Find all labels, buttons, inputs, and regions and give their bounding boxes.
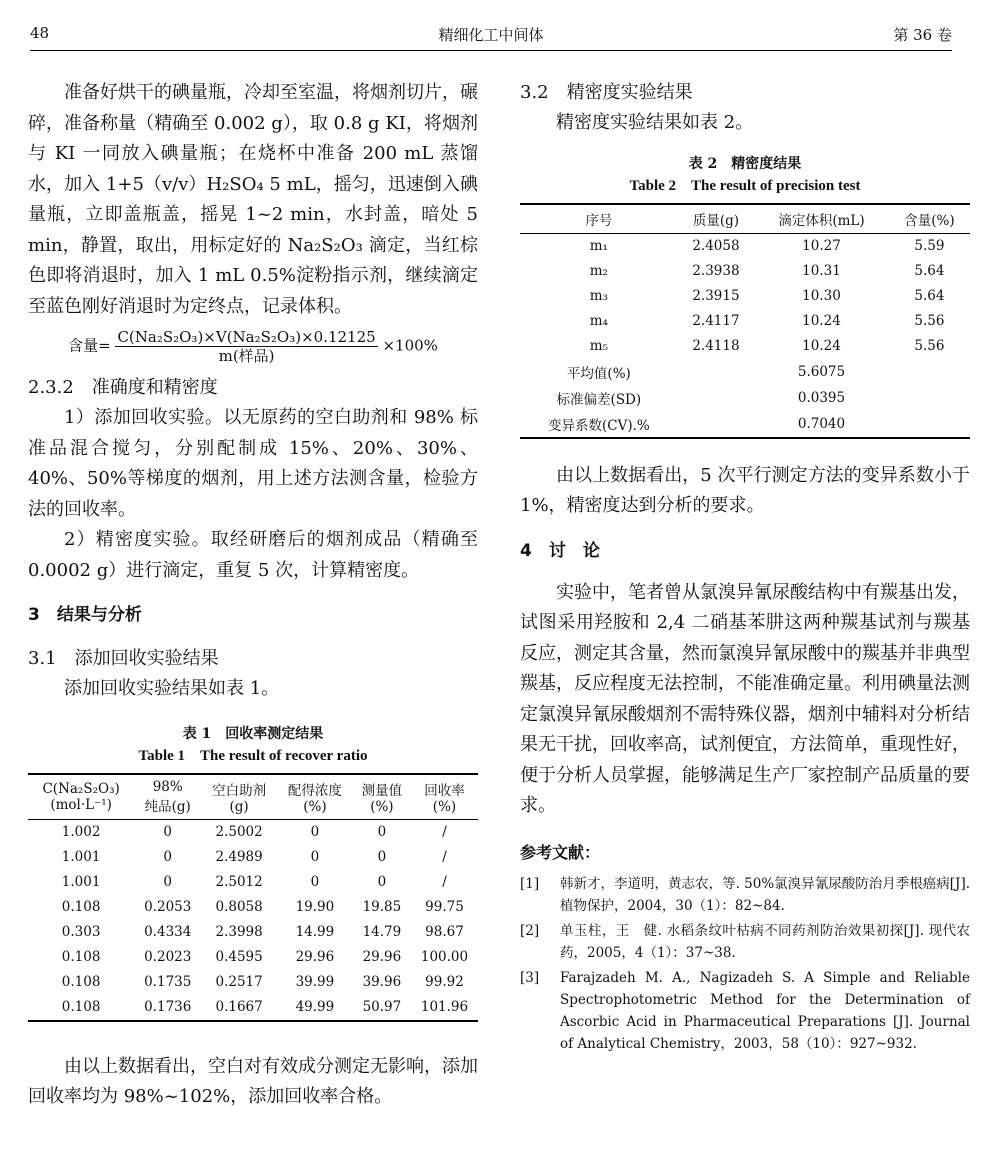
formula-denominator: m(样品) (218, 347, 275, 365)
reference-item: [3] Farajzadeh M. A., Nagizadeh S. A Simple and Reliable Spectrophotometric Method for the Determination of Ascorbic Acid in Pharmaceutical Preparations [J]. Journal of Analytical Chemistry，2003，58（10）：927~932. (520, 969, 970, 1052)
page-number: 48 (30, 24, 50, 42)
table-row: 0.303 0.4334 2.3998 14.99 14.79 98.67 (61, 924, 464, 940)
formula-numerator: C(Na₂S₂O₃)×V(Na₂S₂O₃)×0.12125 (117, 328, 376, 346)
right-column (520, 78, 970, 1058)
journal-title: 精细化工中间体 (438, 26, 544, 44)
table-row: 0.108 0.1735 0.2517 39.99 39.96 99.92 (61, 974, 464, 990)
section-3-2-title: 3.2 精密度实验结果 (520, 82, 693, 103)
precision-method-paragraph: 2）精密度实验。取经研磨后的烟剂成品（精确至 0.0002 g）进行滴定，重复 5 次，计算精密度。 (28, 529, 478, 581)
stats-row: 标准偏差(SD) 0.0395 (556, 389, 846, 408)
section-2-3-2-title: 2.3.2 准确度和精密度 (28, 377, 218, 398)
table-2-header: 质量(g) (678, 204, 754, 234)
table-1-conclusion: 由以上数据看出，空白对有效成分测定无影响，添加回收率均为 98%~102%，添加回收率合格。 (28, 1055, 478, 1107)
references-list (520, 873, 970, 1055)
table-row: 1.002 0 2.5002 0 0 / (61, 824, 447, 840)
reference-item: [1] 韩新才，李道明，黄志农，等. 50%氯溴异氰尿酸防治月季根癌病[J]. 植物保护，2004，30（1）：82~84. (520, 875, 970, 914)
table-1-header: C(Na₂S₂O₃) (mol·L⁻¹) (28, 774, 134, 820)
table-row: m₄ 2.4117 10.24 5.56 (589, 313, 945, 329)
section-3-2-text: 精密度实验结果如表 2。 (556, 112, 754, 133)
table-row: 1.001 0 2.5012 0 0 / (61, 874, 447, 890)
formula-lhs: 含量= (68, 336, 111, 355)
table-row: 0.108 0.2053 0.8058 19.90 19.85 99.75 (61, 899, 464, 915)
stats-row: 变异系数(CV).% 0.7040 (547, 415, 846, 434)
table-row: m₃ 2.3915 10.30 5.64 (589, 288, 945, 304)
table-1-header: 回收率 (%) (411, 774, 478, 820)
table-2-grid (520, 203, 970, 439)
discussion-paragraph: 实验中，笔者曾从氯溴异氰尿酸结构中有羰基出发，试图采用羟胺和 2,4 二硝基苯肼这两种羰基试剂与羰基反应，测定其含量，然而氯溴异氰尿酸中的羰基并非典型羰基，反应程度无法控制，不能准确定量。利用碘量法测定氯溴异氰尿酸烟剂不需特殊仪器，烟剂中辅料对分析结果无干扰，回收率高，试剂便宜，方法简单，重现性好，便于分析人员掌握，能够满足生产厂家控制产品质量的要求。 (520, 581, 970, 816)
table-1 (28, 723, 478, 1022)
table-1-caption-cn: 表 1 回收率测定结果 (182, 725, 324, 742)
table-row: m₂ 2.3938 10.31 5.64 (589, 263, 945, 279)
formula-tail: ×100% (382, 336, 438, 355)
table-2 (520, 153, 970, 439)
formula-fraction (115, 328, 377, 365)
volume-label: 第 36 卷 (893, 26, 952, 44)
left-column (28, 78, 478, 1113)
content-formula (28, 328, 478, 365)
table-1-caption-en: Table 1 The result of recover ratio (138, 747, 368, 764)
table-2-caption-cn: 表 2 精密度结果 (688, 155, 802, 172)
table-1-header: 测量值 (%) (353, 774, 411, 820)
table-2-caption-en: Table 2 The result of precision test (629, 177, 861, 194)
reference-item: [2] 单玉柱，王 健. 水稻条纹叶枯病不同药剂防治效果初探[J]. 现代农药，2005，4（1）：37~38. (520, 922, 970, 961)
table-2-conclusion: 由以上数据看出，5 次平行测定方法的变异系数小于1%，精密度达到分析的要求。 (520, 464, 970, 516)
table-row: m₅ 2.4118 10.24 5.56 (589, 338, 945, 354)
section-4-title: 4 讨 论 (520, 540, 600, 561)
references-title: 参考文献： (520, 842, 601, 862)
table-1-header: 空白助剂 (g) (201, 774, 277, 820)
table-1-header: 98% 纯品(g) (134, 774, 201, 820)
table-row: 1.001 0 2.4989 0 0 / (61, 849, 447, 865)
section-3-title: 3 结果与分析 (28, 605, 142, 625)
table-row: 0.108 0.1736 0.1667 49.99 50.97 101.96 (61, 999, 469, 1015)
table-2-header: 含量(%) (889, 204, 970, 234)
table-row: m₁ 2.4058 10.27 5.59 (589, 238, 945, 254)
table-1-header: 配得浓度 (%) (277, 774, 353, 820)
table-row: 0.108 0.2023 0.4595 29.96 29.96 100.00 (61, 949, 469, 965)
recovery-method-paragraph: 1）添加回收实验。以无原药的空白助剂和 98% 标准品混合搅匀，分别配制成 15%、20%、30%、40%、50%等梯度的烟剂，用上述方法测含量，检验方法的回收率。 (28, 407, 478, 520)
procedure-paragraph: 准备好烘干的碘量瓶，冷却至室温，将烟剂切片，碾碎，准备称量（精确至 0.002 g），取 0.8 g KI，将烟剂与 KI 一同放入碘量瓶；在烧杯中准备 200 mL 蒸馏水，加入 1+5（v/v）H₂SO₄ 5 mL，摇匀，迅速倒入碘量瓶，立即盖瓶盖，摇晃 1~2 min，水封盖，暗处 5 min，静置，取出，用标定好的 Na₂S₂O₃ 滴定，当红棕色即将消退时，加入 1 mL 0.5%淀粉指示剂，继续滴定至蓝色刚好消退时为定终点，记录体积。 (28, 82, 478, 317)
table-2-header: 滴定体积(mL) (754, 204, 889, 234)
page-header (30, 22, 952, 51)
stats-row: 平均值(%) 5.6075 (566, 363, 846, 382)
section-3-1-title: 3.1 添加回收实验结果 (28, 648, 219, 669)
table-2-header: 序号 (520, 204, 678, 234)
section-3-1-text: 添加回收实验结果如表 1。 (64, 678, 280, 699)
table-1-grid (28, 773, 478, 1022)
